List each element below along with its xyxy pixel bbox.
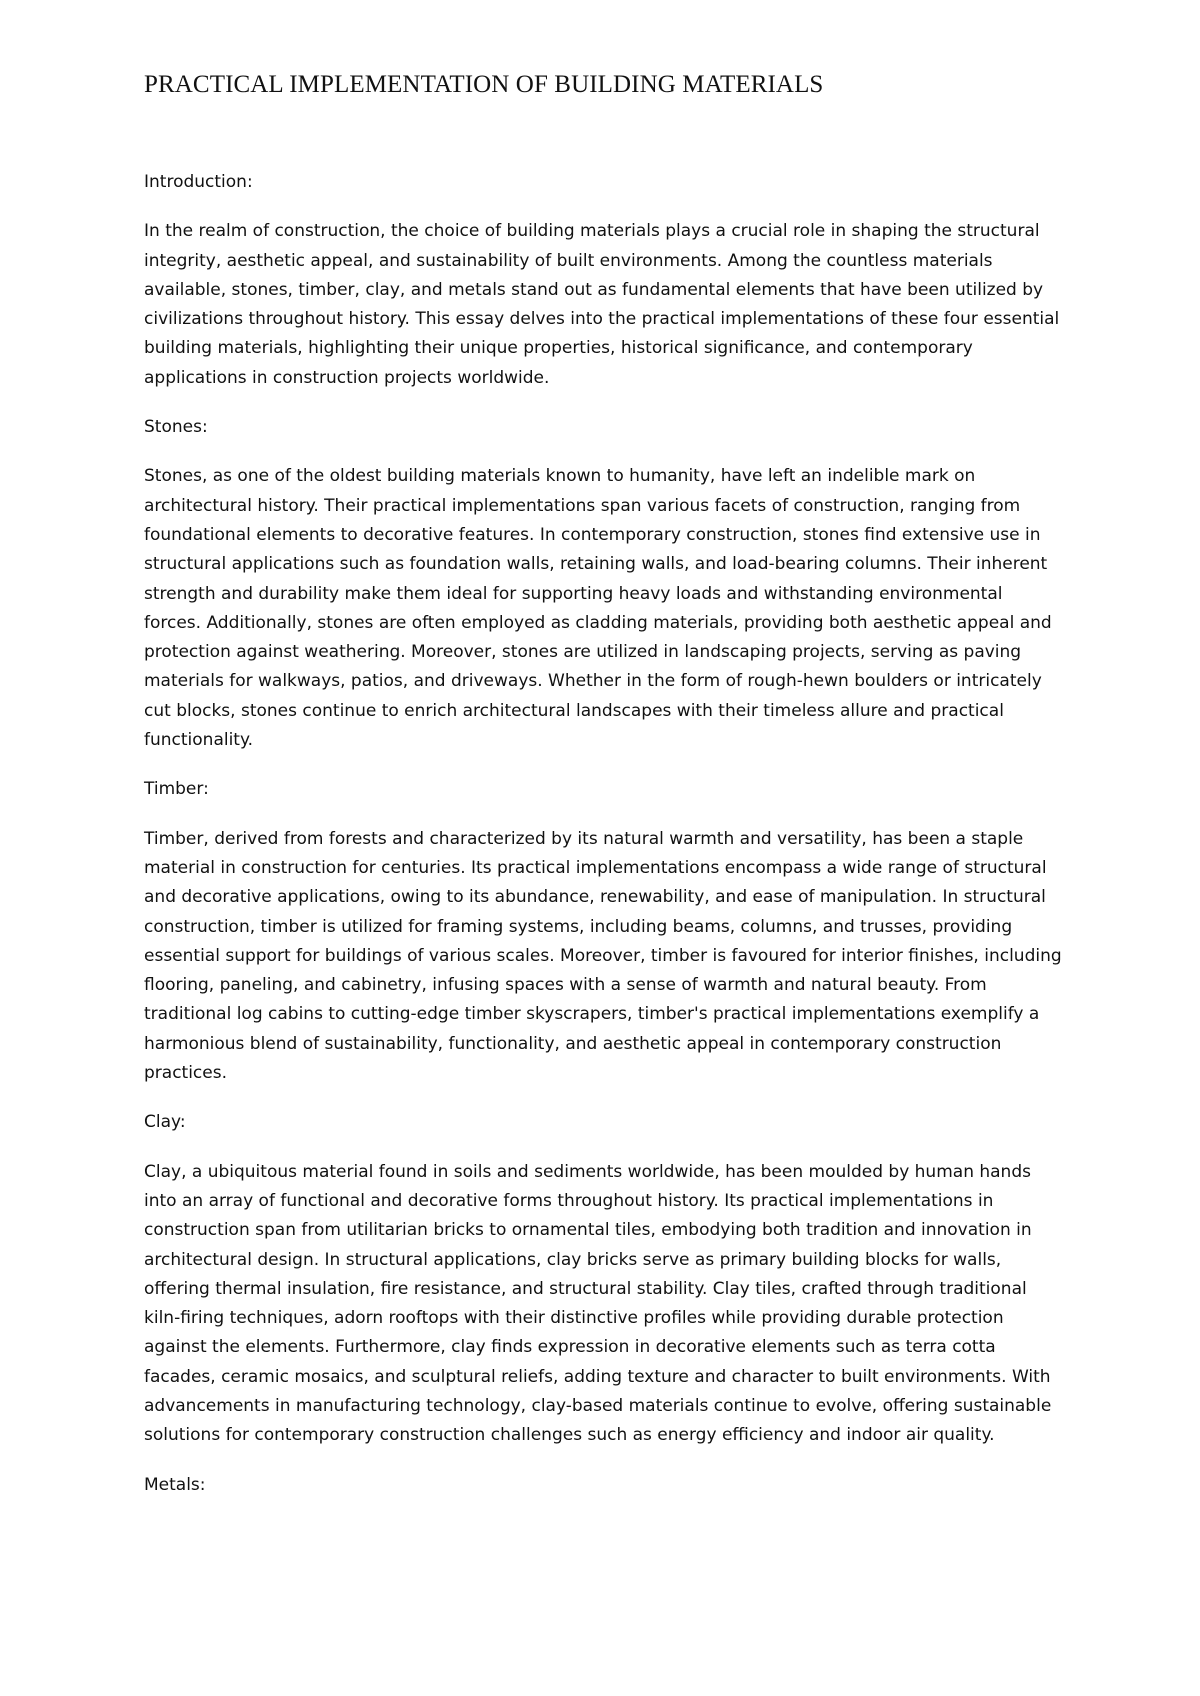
section-paragraph: Clay, a ubiquitous material found in soils and sediments worldwide, has been moulded by human hands into an array of functional and decorative forms throughout history. Its practical implementations in construction span from utilitarian bricks to ornamental tiles, embodying both tradition and innovation in architectural design. In structural applications, clay bricks serve as primary building blocks for walls, offering thermal insulation, fire resistance, and structural stability. Clay tiles, crafted through traditional kiln-firing techniques, adorn rooftops with their distinctive profiles while providing durable protection against the elements. Furthermore, clay finds expression in decorative elements such as terra cotta facades, ceramic mosaics, and sculptural reliefs, adding texture and character to built environments. With advancements in manufacturing technology, clay-based materials continue to evolve, offering sustainable solutions for contemporary construction challenges such as energy efficiency and indoor air quality.: [144, 1161, 1052, 1446]
section-paragraph: In the realm of construction, the choice of building materials plays a crucial role in shaping the structural integrity, aesthetic appeal, and sustainability of built environments. Among the countless materials available, stones, timber, clay, and metals stand out as fundamental elements that have been utilized by civilizations throughout history. This essay delves into the practical implementations of these four essential building materials, highlighting their unique properties, historical significance, and contemporary applications in construction projects worldwide.: [144, 221, 1060, 388]
section-heading: Stones:: [144, 417, 208, 438]
section-heading: Timber:: [144, 779, 209, 800]
section-introduction: [144, 168, 1064, 393]
section-heading: Introduction:: [144, 172, 253, 192]
section-heading: Metals:: [144, 1474, 206, 1495]
section-clay: [144, 1108, 1064, 1450]
document-title: PRACTICAL IMPLEMENTATION OF BUILDING MATERIALS: [144, 71, 824, 98]
section-paragraph: Timber, derived from forests and characterized by its natural warmth and versatility, has been a staple material in construction for centuries. Its practical implementations encompass a wide range of structural and decorative applications, owing to its abundance, renewability, and ease of manipulation. In structural construction, timber is utilized for framing systems, including beams, columns, and trusses, providing essential support for buildings of various scales. Moreover, timber is favoured for interior finishes, including flooring, paneling, and cabinetry, infusing spaces with a sense of warmth and natural beauty. From traditional log cabins to cutting-edge timber skyscrapers, timber's practical implementations exemplify a harmonious blend of sustainability, functionality, and aesthetic appeal in contemporary construction practices.: [144, 828, 1062, 1084]
document-body: [144, 168, 1064, 1520]
section-heading: Clay:: [144, 1112, 186, 1133]
section-timber: [144, 775, 1064, 1088]
section-metals: [144, 1471, 1064, 1500]
section-paragraph: Stones, as one of the oldest building materials known to humanity, have left an indelible mark on architectural history. Their practical implementations span various facets of construction, ranging from foundational elements to decorative features. In contemporary construction, stones find extensive use in structural applications such as foundation walls, retaining walls, and load-bearing columns. Their inherent strength and durability make them ideal for supporting heavy loads and withstanding environmental forces. Additionally, stones are often employed as cladding materials, providing both aesthetic appeal and protection against weathering. Moreover, stones are utilized in landscaping projects, serving as paving materials for walkways, patios, and driveways. Whether in the form of rough-hewn boulders or intricately cut blocks, stones continue to enrich architectural landscapes with their timeless allure and practical functionality.: [144, 466, 1052, 751]
section-stones: [144, 413, 1064, 755]
